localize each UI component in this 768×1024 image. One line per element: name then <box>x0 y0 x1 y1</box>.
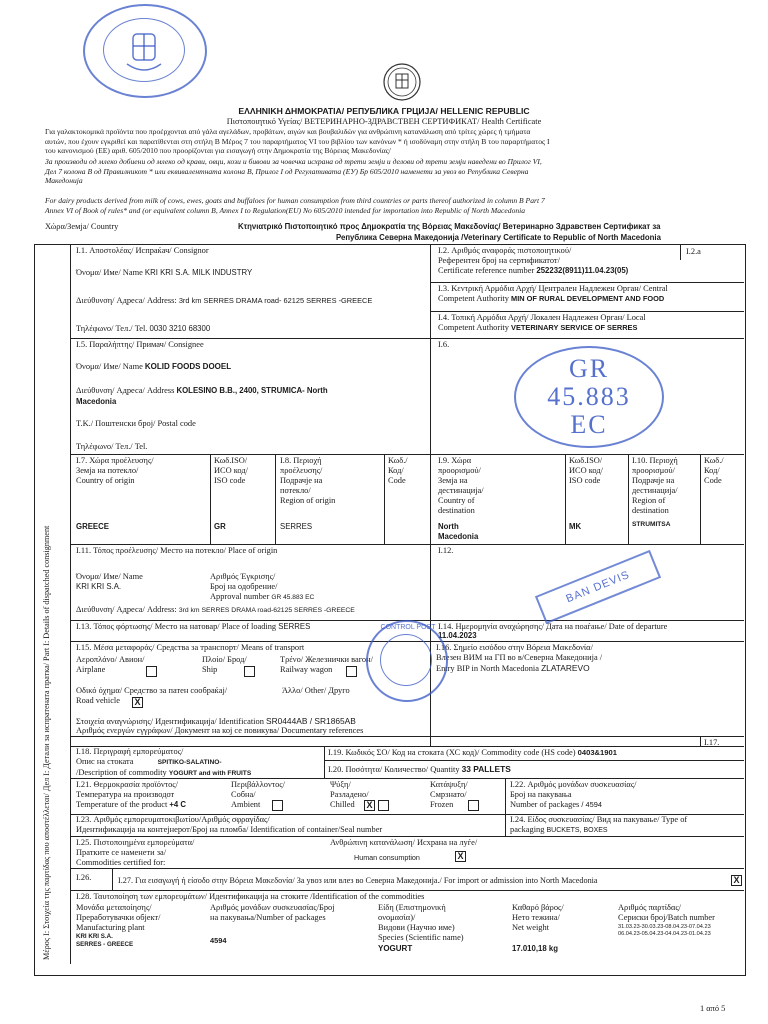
ambient-label: Περιβάλλοντος/ Собна/ Ambient <box>231 780 285 809</box>
packages-value: / 4594 <box>581 800 602 809</box>
approval-label: Αριθμός Έγκρισης/ Број на одобрение/ Approval number GR 45.883 EC <box>210 572 315 601</box>
quantity-value: 33 PALLETS <box>461 764 511 774</box>
transport-air: Αεροπλάνο/ Авион/ Airplane <box>76 655 145 674</box>
approval-number: GR 45.883 EC <box>271 594 315 601</box>
transport-label: I.15. Μέσα μεταφοράς/ Средства за транспорт/ Means of transport <box>76 643 305 652</box>
transport-rail: Τρένο/ Железнички вагон/ Railway wagon <box>280 655 373 674</box>
place-origin-name-label: Όνομα/ Име/ Name <box>76 572 143 581</box>
ref-label: I.2. Αριθμός αναφοράς πιστοποιητικού/ Референтен број на сертификатот/ Certificate reference number 252232(8911)11.04.23(05) <box>438 246 629 275</box>
border-entry-stamp: BAN DEVIS <box>535 550 661 624</box>
plant-label: Μονάδα μεταποίησης/ Преработувачки објект/ Manufacturing plant <box>76 903 161 932</box>
chilled-label: Ψύξη/ Разладено/ Chilled <box>330 780 369 809</box>
commodity-desc: I.18. Περιγραφή εμπορεύματος/ Опис на стоката SPITIKO-SALATINO- /Description of commodity YOGURT and with FRUITS <box>76 747 252 777</box>
origin-region-label: I.8. Περιοχή προέλευσης/ Подрачје на потекло/ Region of origin <box>280 456 336 505</box>
commodity-desc-value-1: SPITIKO-SALATINO- <box>157 759 222 766</box>
ref-number: 252232(8911)11.04.23(05) <box>536 266 629 275</box>
consignor-tel: 0030 3210 68300 <box>149 324 211 333</box>
i17-label: I.17. <box>704 738 720 747</box>
central-authority-value: MIN OF RURAL DEVELOPMENT AND FOOD <box>511 294 665 303</box>
i2a-label: I.2.a <box>686 247 701 256</box>
intro-macedonian: За производи од млеко добиени од млеко од крави, овци, кози и бивови за човечка исхрана од трети земји и делови од трети земји наведени во Прилог VI, Дел 7 колона B од Правилникот * или еквивалентната колона B, Прилог I од Регулативата (ЕУ) Бр 605/2010 наменети за увоз во Република Северна Македонија <box>45 157 542 185</box>
frozen-label: Κατάψυξη/ Смрзнато/ Frozen <box>430 780 468 809</box>
consignor-address-row <box>76 296 372 306</box>
origin-region-value: SERRES <box>280 522 313 531</box>
id-packages-value: 4594 <box>210 936 227 945</box>
species-label: Είδη (Επιστημονική ονομασία)/ Видови (Научно име) Species (Scientific name) <box>378 903 464 942</box>
dest-country-label: I.9. Χώρα προορισμού/ Земја на дестинација/ Country of destination <box>438 456 484 515</box>
national-emblem <box>382 62 422 102</box>
origin-country-value: GREECE <box>76 522 109 531</box>
net-weight-value: 17.010,18 kg <box>512 944 558 953</box>
consignee-address-2: Macedonia <box>76 397 117 406</box>
country-label: Χώρα/Земја/ Country <box>45 222 119 231</box>
central-authority: I.3. Κεντρική Αρμόδια Αρχή/ Централен Надлежен Орган/ Central Competent Authority MIN OF RURAL DEVELOPMENT AND FOOD <box>438 284 668 303</box>
commodity-code-value: 0403&1901 <box>577 748 617 757</box>
container-label: I.23. Αριθμός εμπορευματοκιβωτίου/Αριθμός σφραγίδας/ Идентификација на контејнерот/Број на пломба/ Identification of container/Seal number <box>76 815 383 834</box>
i26-label: I.26. <box>76 873 92 882</box>
transport-ship: Πλοίο/ Брод/ Ship <box>202 655 247 674</box>
cert-title-line2: Република Северна Македонија /Veterinary Certificate to Republic of North Macedonia <box>336 233 661 242</box>
control-post-stamp: CONTROL POST <box>366 620 450 704</box>
dest-iso-label: Κωδ.ISO/ ИСО код/ ISO code <box>569 456 603 485</box>
ambient-checkbox[interactable] <box>272 800 283 811</box>
certificate-heading: Πιστοποιητικό Υγείας/ ВЕТЕРИНАРНО-ЗДРАВСТВЕН СЕРТИФИКАТ/ Health Certificate <box>226 117 542 126</box>
transport-ident-row: Στοιχεία αναγνώρισης/ Идентификација/ Identification SR0444AB / SR1865AB <box>76 716 356 726</box>
chilled-checkbox-2[interactable] <box>378 800 389 811</box>
certified-for-label: I.25. Πιστοποιημένα εμπορεύματα/ Пратките се наменети за/ Commodities certified for: <box>76 838 195 867</box>
consignor-tel-label: Τηλέφωνο/ Тел./ Tel. <box>76 324 148 333</box>
batch-label: Αριθμός παρτίδας/ Сериски број/Batch number <box>618 903 715 922</box>
plant-value: KRI KRI S.A. SERRES - GREECE <box>76 933 134 948</box>
local-authority-value: VETERINARY SERVICE OF SERRES <box>511 323 638 332</box>
consignor-address: 3rd km SERRES DRAMA road- 62125 SERRES -GREECE <box>178 296 373 305</box>
ship-checkbox[interactable] <box>244 666 255 677</box>
transport-other: Άλλο/ Other/ Друго <box>282 686 350 695</box>
approval-oval-stamp: GR 45.883 EC <box>514 346 666 450</box>
consignor-name: KRI KRI S.A. MILK INDUSTRY <box>144 268 253 277</box>
identification-label: I.28. Ταυτοποίηση των εμπορευμάτων/ Идентификација на стоките /Identification of the commodities <box>76 892 425 901</box>
package-type-value: BUCKETS, BOXES <box>546 827 608 834</box>
republic-heading: ΕΛΛΗΝΙΚΗ ΔΗΜΟΚΡΑΤΙΑ/ РЕПУБЛИКА ГРЦИЈА/ HELLENIC REPUBLIC <box>238 106 530 116</box>
dest-country-value: North Macedonia <box>438 522 479 541</box>
local-authority: I.4. Τοπική Αρμόδια Αρχή/ Локален Надлежен Орган/ Local Competent Authority VETERINARY SERVICE OF SERRES <box>438 313 646 332</box>
consignee-name-row: Όνομα/ Име/ Name KOLID FOODS DOOEL <box>76 362 232 371</box>
transport-doc-label: Αριθμός ενεργών εγγράφων/ Документ на кој се повикува/ Documentary references <box>76 726 364 735</box>
airplane-checkbox[interactable] <box>146 666 157 677</box>
place-origin-name: KRI KRI S.A. <box>76 582 122 591</box>
chilled-checkbox[interactable]: X <box>364 800 375 811</box>
consignee-address: KOLESINO B.B., 2400, STRUMICA- North <box>176 386 328 395</box>
net-weight-label: Καθαρό βάρος/ Нето тежина/ Net weight <box>512 903 564 932</box>
transport-ident-value: SR0444AB / SR1865AB <box>265 716 356 726</box>
human-consumption-checkbox[interactable]: X <box>455 851 466 862</box>
consignor-address-label: Διεύθυνση/ Адреса/ Address: <box>76 296 177 305</box>
origin-iso-label: Κωδ.ISO/ ИСО код/ ISO code <box>214 456 248 485</box>
loading-row: I.13. Τόπος φόρτωσης/ Место на натовар/ Place of loading SERRES <box>76 622 311 631</box>
part1-side-label: Μέρος I: Στοιχεία της παρτίδας που αποστέλλεται/ Дел I: Детали за испратената пратка/ Part I: Details of dispatched consignment <box>42 525 51 960</box>
transport-road: Οδικό όχημα/ Средство за патен сообраќај/ Road vehicle <box>76 686 228 705</box>
departure-label: I.14. Ημερομηνία αναχώρησης/ Датa на поаѓање/ Date of departure <box>438 622 668 631</box>
batch-values: 31.03.23-30.03.23-08.04.23-07.04.23 06.04.23-05.04.23-04.04.23-01.04.23 <box>618 924 711 937</box>
commodity-code-row: I.19. Κωδικός ΣΟ/ Код на стоката (ХС код)/ Commodity code (HS code) 0403&1901 <box>328 748 617 757</box>
species-value: YOGURT <box>378 944 413 953</box>
entry-point-value: ZLATAREVO <box>541 663 590 673</box>
import-checkbox[interactable]: X <box>731 875 742 886</box>
i12-label: I.12. <box>438 546 454 555</box>
origin-region-code-label: Κωδ./ Код/ Code <box>388 456 408 485</box>
import-label: I.27. Για εισαγωγή ή είσοδο στην Βόρεια Μακεδονία/ За увоз или влез во Северна Македонија./ For import or admission into North Macedonia <box>118 876 598 885</box>
id-packages-label: Αριθμός μονάδων συσκευασίας/Број на пакувања/Number of packages <box>210 903 335 922</box>
temperature-value: +4 C <box>169 800 187 809</box>
road-vehicle-checkbox[interactable]: X <box>132 697 143 708</box>
dest-region-value: STRUMITSA <box>632 521 671 528</box>
coat-of-arms-icon <box>83 4 211 100</box>
consignee-name: KOLID FOODS DOOEL <box>144 362 232 371</box>
consignee-label: I.5. Παραλήπτης/ Примач/ Consignee <box>76 340 204 349</box>
dest-iso-value: MK <box>569 522 582 531</box>
consignor-tel-row <box>76 324 210 334</box>
seal-stamp-top-left <box>83 4 211 100</box>
consignee-tel: Τηλέφωνο/ Тел./ Tel. <box>76 442 148 451</box>
dest-region-code-label: Κωδ./ Код/ Code <box>704 456 724 485</box>
intro-english: For dairy products derived from milk of cows, ewes, goats and buffaloes for human consumption from third countries or parts thereof authorized in column B Part 7 Annex VI of Book of rules* and (or equivalent column B, Annex I to Regulation(EU) No 605/2010 intended for importation into Republic of North Macedonia <box>45 196 545 215</box>
loading-value: SERRES <box>278 622 311 631</box>
consignor-label: I.1. Αποστολέας/ Испраќач/ Consignor <box>76 246 209 255</box>
entry-point: I.16. Σημείο εισόδου στην Βόρεια Μακεδονία/ Влезен ВИМ на ГП во в/Северна Македонија / Entry BIP in North Macedonia ZLATAREVO <box>436 643 603 673</box>
consignor-name-row <box>76 268 252 278</box>
consignee-postal: T.K./ Поштенски број/ Postal code <box>76 419 196 428</box>
departure-value: 11.04.2023 <box>438 631 477 640</box>
human-consumption-en: Human consumption <box>354 853 420 862</box>
railway-checkbox[interactable] <box>346 666 357 677</box>
place-origin-label: I.11. Τόπος προέλευσης/ Место на потекло/ Place of origin <box>76 546 278 555</box>
consignee-address-row: Διεύθυνση/ Адреса/ Address KOLESINO B.B., 2400, STRUMICA- North <box>76 386 328 395</box>
origin-country-label: I.7. Χώρα προέλευσης/ Земја на потекло/ Country of origin <box>76 456 154 485</box>
package-type: I.24. Είδος συσκευασίας/ Вид на пакување/ Type of packaging BUCKETS, BOXES <box>510 815 688 834</box>
place-origin-address: 3rd km SERRES DRAMA road-62125 SERRES -GREECE <box>178 607 355 614</box>
cert-title-line1: Κτηνιατρικό Πιστοποιητικό προς Δημοκρατία της Βόρειας Μακεδονίας/ Ветеринарно Здравствен Сертификат за <box>238 222 661 231</box>
origin-iso-value: GR <box>214 522 226 531</box>
place-origin-address-row: Διεύθυνση/ Адреса/ Address: 3rd km SERRES DRAMA road-62125 SERRES -GREECE <box>76 605 355 614</box>
page-number: 1 από 5 <box>700 1004 726 1013</box>
packages-label: I.22. Αριθμός μονάδων συσκευασίας/ Број на пакувања Number of packages / 4594 <box>510 780 637 809</box>
human-consumption-label: Ανθρώπινη κατανάλωση/ Исхрана на луѓе/ <box>330 838 478 847</box>
frozen-checkbox[interactable] <box>468 800 479 811</box>
dest-region-label: I.10. Περιοχή προορισμού/ Подрачје на дестинација/ Region of destination <box>632 456 678 515</box>
quantity-row: I.20. Ποσότητα/ Количество/ Quantity 33 PALLETS <box>328 764 511 774</box>
intro-greek: Για γαλακτοκομικά προϊόντα που προέρχονται από γάλα αγελάδων, προβάτων, αιγών και βουβαλιδών για ανθρώπινη κατανάλωση από τρίτες χώρες ή τμήματα αυτών, που έχουν εγκριθεί και παρατίθενται στη στήλη B Μέρος 7 του παραρτήματος VI του βιβλίου των κανόνων * ή ισοδύναμη στην στήλη B του παραρτήματος I του κανονισμού (ΕΕ) αριθ. 605/2010 που προορίζονται για εισαγωγή στην Δημοκρατία της Βόρειας Μακεδονίας/ <box>45 127 550 155</box>
commodity-desc-value-2: YOGURT and with FRUITS <box>168 770 252 777</box>
consignor-name-label: Όνομα/ Име/ Name <box>76 268 143 277</box>
temperature-label: I.21. Θερμοκρασία προϊόντος/ Температура на производот Temperature of the product +4 C <box>76 780 187 809</box>
i6-label: I.6. <box>438 340 450 349</box>
